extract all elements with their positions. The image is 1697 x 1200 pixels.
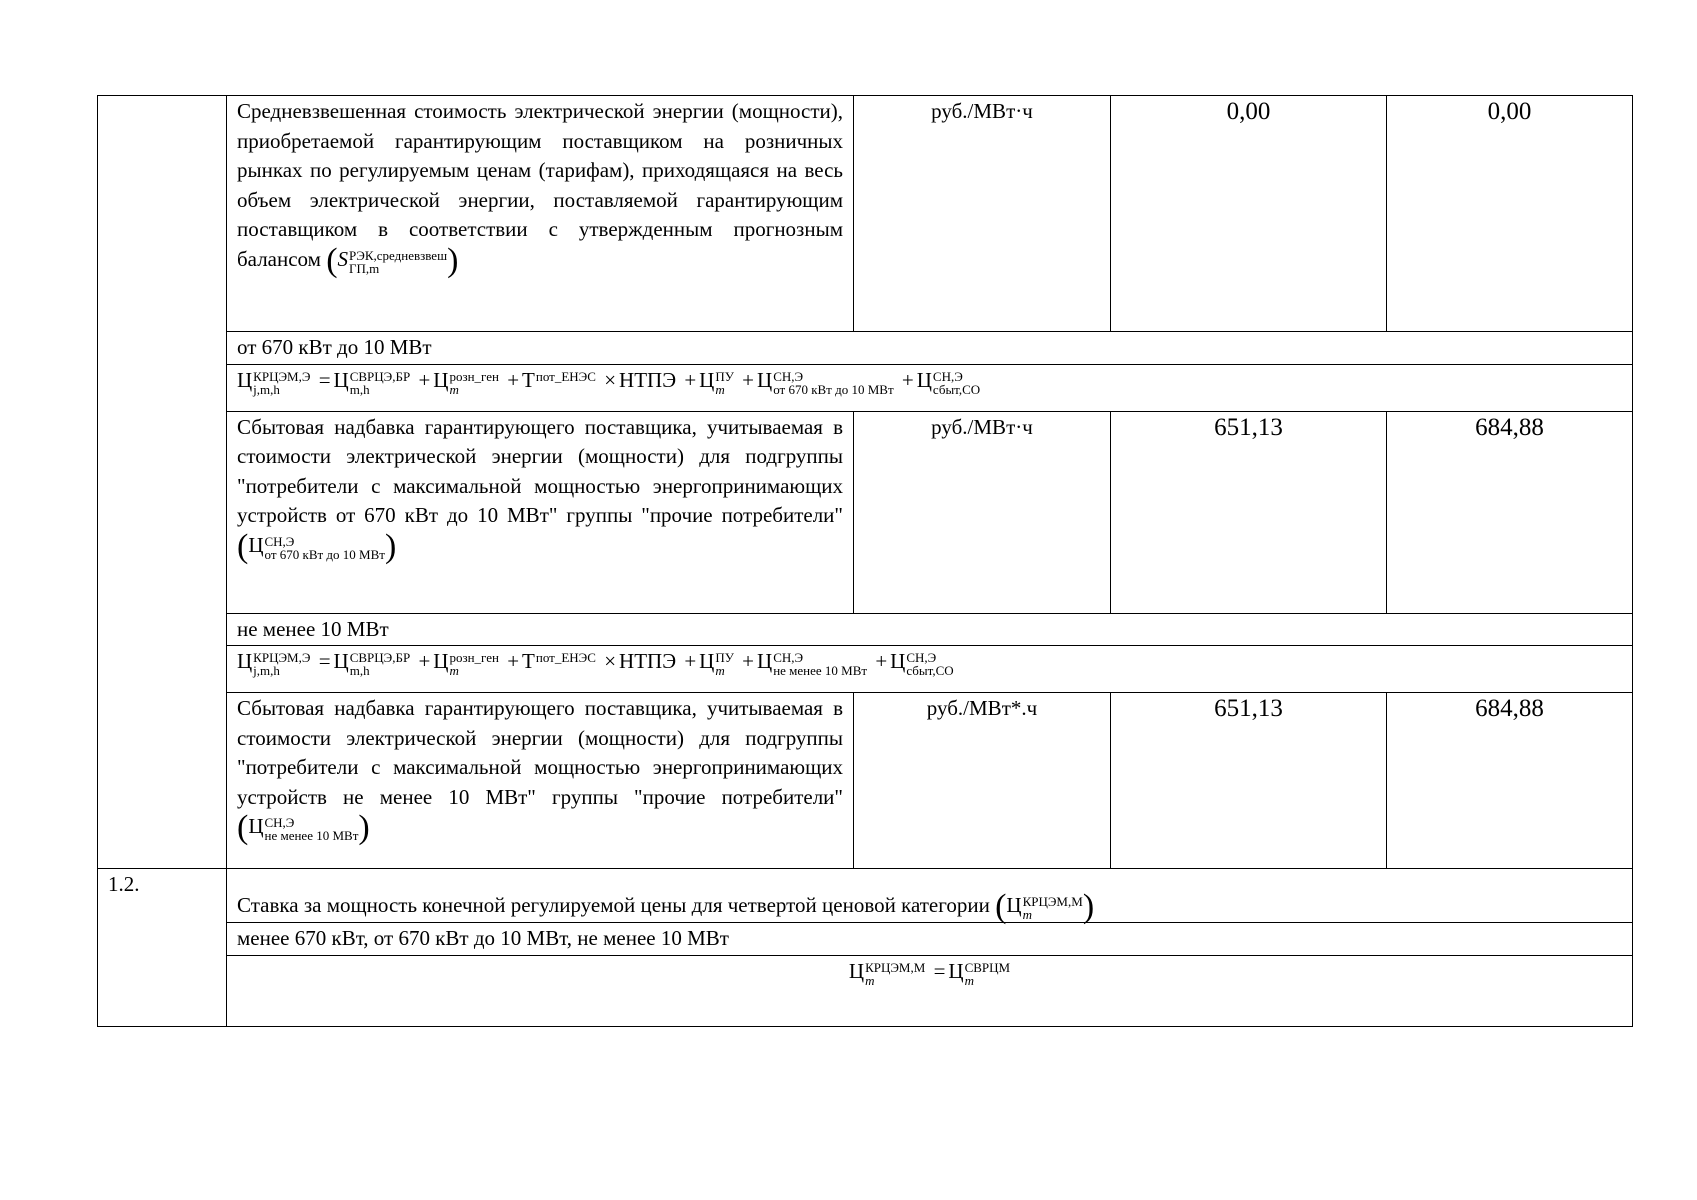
- formula-symbol: (Ц СН,Э не менее 10 МВт ): [237, 809, 370, 846]
- value-cell: 651,13: [1111, 693, 1387, 869]
- table-row: [98, 411, 1633, 613]
- table-row: [98, 646, 1633, 693]
- section-title: Ставка за мощность конечной регулируемой цены для четвертой ценовой категории: [237, 893, 990, 917]
- number-cell: [98, 96, 227, 869]
- table-row: [98, 923, 1633, 956]
- value-cell: 0,00: [1111, 96, 1387, 332]
- row-description: Средневзвешенная стоимость электрической энергии (мощности), приобретаемой гарантирующим поставщиком на розничных рынках по регулируемым ценам (тарифам), приходящаяся на весь объем электрической энергии, поставляемой гарантирующим поставщиком в соответствии с утвержденным прогнозным балансом: [237, 99, 843, 271]
- value-cell: 651,13: [1111, 411, 1387, 613]
- value-cell: 684,88: [1387, 693, 1633, 869]
- table-row: [98, 955, 1633, 1026]
- description-cell: [227, 411, 854, 613]
- subgroup-heading: менее 670 кВт, от 670 кВт до 10 МВт, не менее 10 МВт: [227, 923, 1633, 956]
- description-cell: [227, 96, 854, 332]
- unit-cell: руб./МВт·ч: [854, 411, 1111, 613]
- formula-symbol-s: (S РЭК,средневзвеш ГП,m ): [326, 241, 459, 279]
- formula: Ц КРЦЭМ,Э j,m,h = Ц СВРЦЭ,БР m,h + Ц розн_ген m + Т пот_ЕНЭС × НТПЭ + Ц ПУ m + Ц СН,Э не менее 10 МВт + Ц СН,Э сбыт,СО: [237, 649, 954, 678]
- table-row: [98, 869, 1633, 923]
- number-cell: 1.2.: [98, 869, 227, 1027]
- section-title-cell: [227, 869, 1633, 923]
- description-cell: [227, 693, 854, 869]
- table-row: [98, 332, 1633, 365]
- subgroup-heading: не менее 10 МВт: [227, 613, 1633, 646]
- table-row: [98, 693, 1633, 869]
- subgroup-heading: от 670 кВт до 10 МВт: [227, 332, 1633, 365]
- row-description: Сбытовая надбавка гарантирующего поставщика, учитываемая в стоимости электрической энергии (мощности) для подгруппы "потребители с максимальной мощностью энергопринимающих устройств от 670 кВт до 10 МВт" группы "прочие потребители": [237, 414, 843, 527]
- formula-symbol: (Ц КРЦЭМ,М m ): [995, 888, 1095, 925]
- formula-cell: [227, 646, 1633, 693]
- formula: Ц КРЦЭМ,М m = Ц СВРЦМ m: [848, 958, 1011, 988]
- table-row: [98, 96, 1633, 332]
- formula-symbol: (Ц СН,Э от 670 кВт до 10 МВт ): [237, 527, 397, 565]
- formula: Ц КРЦЭМ,Э j,m,h = Ц СВРЦЭ,БР m,h + Ц розн_ген m + Т пот_ЕНЭС × НТПЭ + Ц ПУ m + Ц СН,Э от 670 кВт до 10 МВт + Ц СН,Э сбыт,СО: [237, 367, 981, 397]
- formula-cell: [227, 364, 1633, 411]
- table-row: [98, 613, 1633, 646]
- value-cell: 0,00: [1387, 96, 1633, 332]
- unit-cell: руб./МВт*.ч: [854, 693, 1111, 869]
- value-cell: 684,88: [1387, 411, 1633, 613]
- formula-cell: [227, 955, 1633, 1026]
- tariff-table: [97, 95, 1633, 1027]
- row-description: Сбытовая надбавка гарантирующего поставщика, учитываемая в стоимости электрической энергии (мощности) для подгруппы "потребители с максимальной мощностью энергопринимающих устройств не менее 10 МВт" группы "прочие потребители": [237, 696, 843, 809]
- table-row: [98, 364, 1633, 411]
- unit-cell: руб./МВт·ч: [854, 96, 1111, 332]
